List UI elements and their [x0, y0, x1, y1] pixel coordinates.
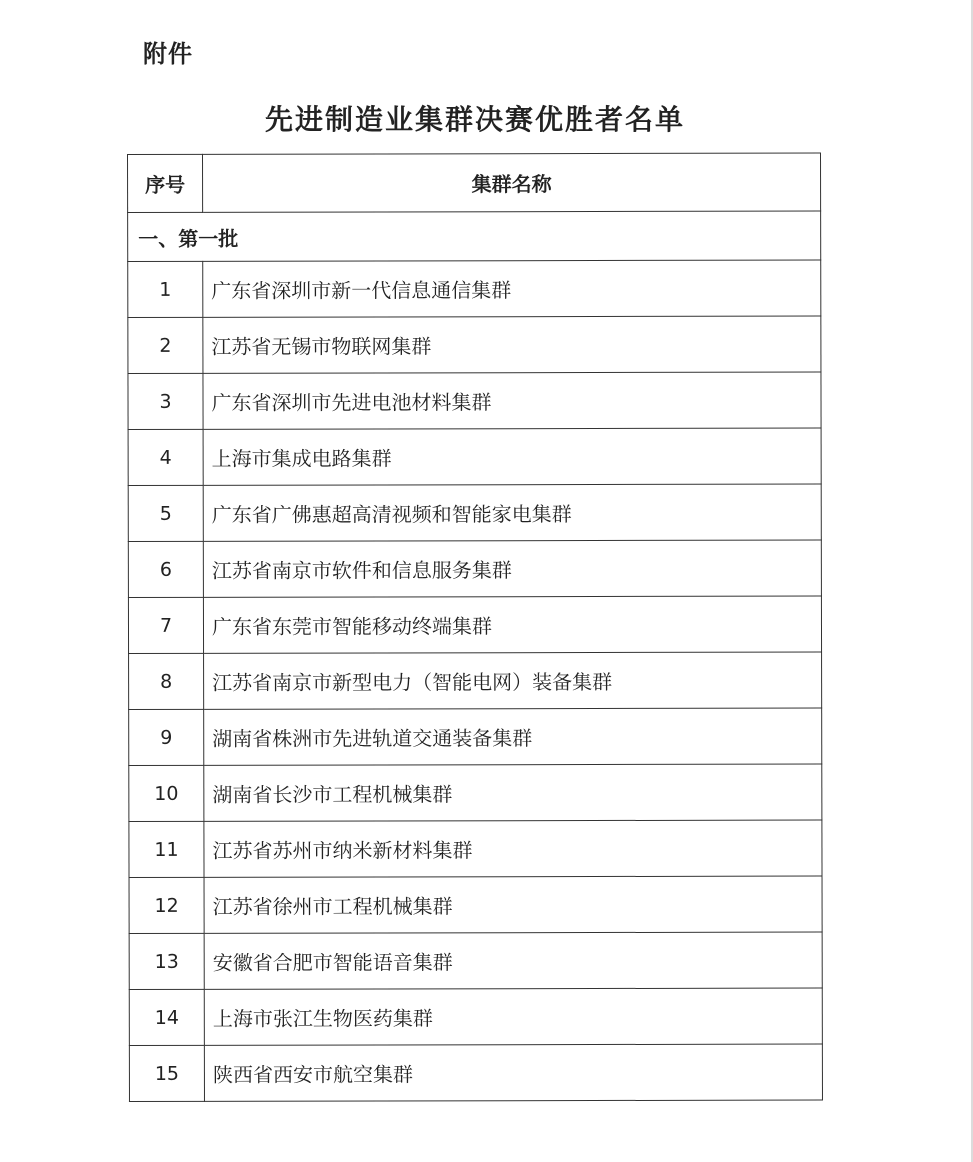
table-row — [128, 540, 821, 597]
document-title: 先进制造业集群决赛优胜者名单 — [264, 103, 685, 136]
row-number: 14 — [129, 989, 204, 1045]
table-row — [129, 1044, 822, 1101]
table-row — [129, 652, 822, 709]
header-cluster-name: 集群名称 — [203, 153, 821, 212]
section-title: 一、第一批 — [128, 211, 821, 261]
row-number: 4 — [128, 429, 203, 485]
row-number: 1 — [128, 261, 203, 317]
cluster-name: 江苏省无锡市物联网集群 — [203, 316, 821, 373]
table-row — [129, 764, 822, 821]
row-number: 13 — [129, 933, 204, 989]
cluster-name: 湖南省株洲市先进轨道交通装备集群 — [204, 708, 822, 765]
table-row — [129, 932, 822, 989]
row-number: 10 — [129, 765, 204, 821]
table-row — [129, 820, 822, 877]
table-row — [129, 988, 822, 1045]
table-header-row — [128, 153, 821, 212]
cluster-name: 安徽省合肥市智能语音集群 — [204, 932, 822, 989]
cluster-name: 江苏省苏州市纳米新材料集群 — [204, 820, 822, 877]
table-row — [128, 596, 821, 653]
row-number: 8 — [129, 653, 204, 709]
row-number: 2 — [128, 317, 203, 373]
cluster-name: 江苏省徐州市工程机械集群 — [204, 876, 822, 933]
table-row — [129, 876, 822, 933]
cluster-name: 上海市张江生物医药集群 — [204, 988, 822, 1045]
row-number: 7 — [128, 597, 203, 653]
table-row — [129, 708, 822, 765]
section-row — [128, 211, 821, 261]
table-row — [128, 372, 821, 429]
row-number: 12 — [129, 877, 204, 933]
row-number: 11 — [129, 821, 204, 877]
cluster-name: 江苏省南京市软件和信息服务集群 — [203, 540, 821, 597]
cluster-name: 广东省深圳市先进电池材料集群 — [203, 372, 821, 429]
winners-table — [127, 153, 823, 1102]
row-number: 15 — [129, 1045, 204, 1101]
cluster-name: 陕西省西安市航空集群 — [204, 1044, 822, 1101]
table-row — [128, 484, 821, 541]
cluster-name: 广东省深圳市新一代信息通信集群 — [203, 260, 821, 317]
table-row — [128, 428, 821, 485]
table-row — [128, 260, 821, 317]
table-row — [128, 316, 821, 373]
cluster-name: 湖南省长沙市工程机械集群 — [204, 764, 822, 821]
cluster-name: 上海市集成电路集群 — [203, 428, 821, 485]
cluster-name: 广东省东莞市智能移动终端集群 — [203, 596, 821, 653]
cluster-name: 江苏省南京市新型电力（智能电网）装备集群 — [204, 652, 822, 709]
cluster-name: 广东省广佛惠超高清视频和智能家电集群 — [203, 484, 821, 541]
attachment-label: 附件 — [143, 40, 193, 68]
header-serial-number: 序号 — [128, 154, 203, 212]
row-number: 3 — [128, 373, 203, 429]
row-number: 9 — [129, 709, 204, 765]
row-number: 5 — [128, 485, 203, 541]
row-number: 6 — [128, 541, 203, 597]
